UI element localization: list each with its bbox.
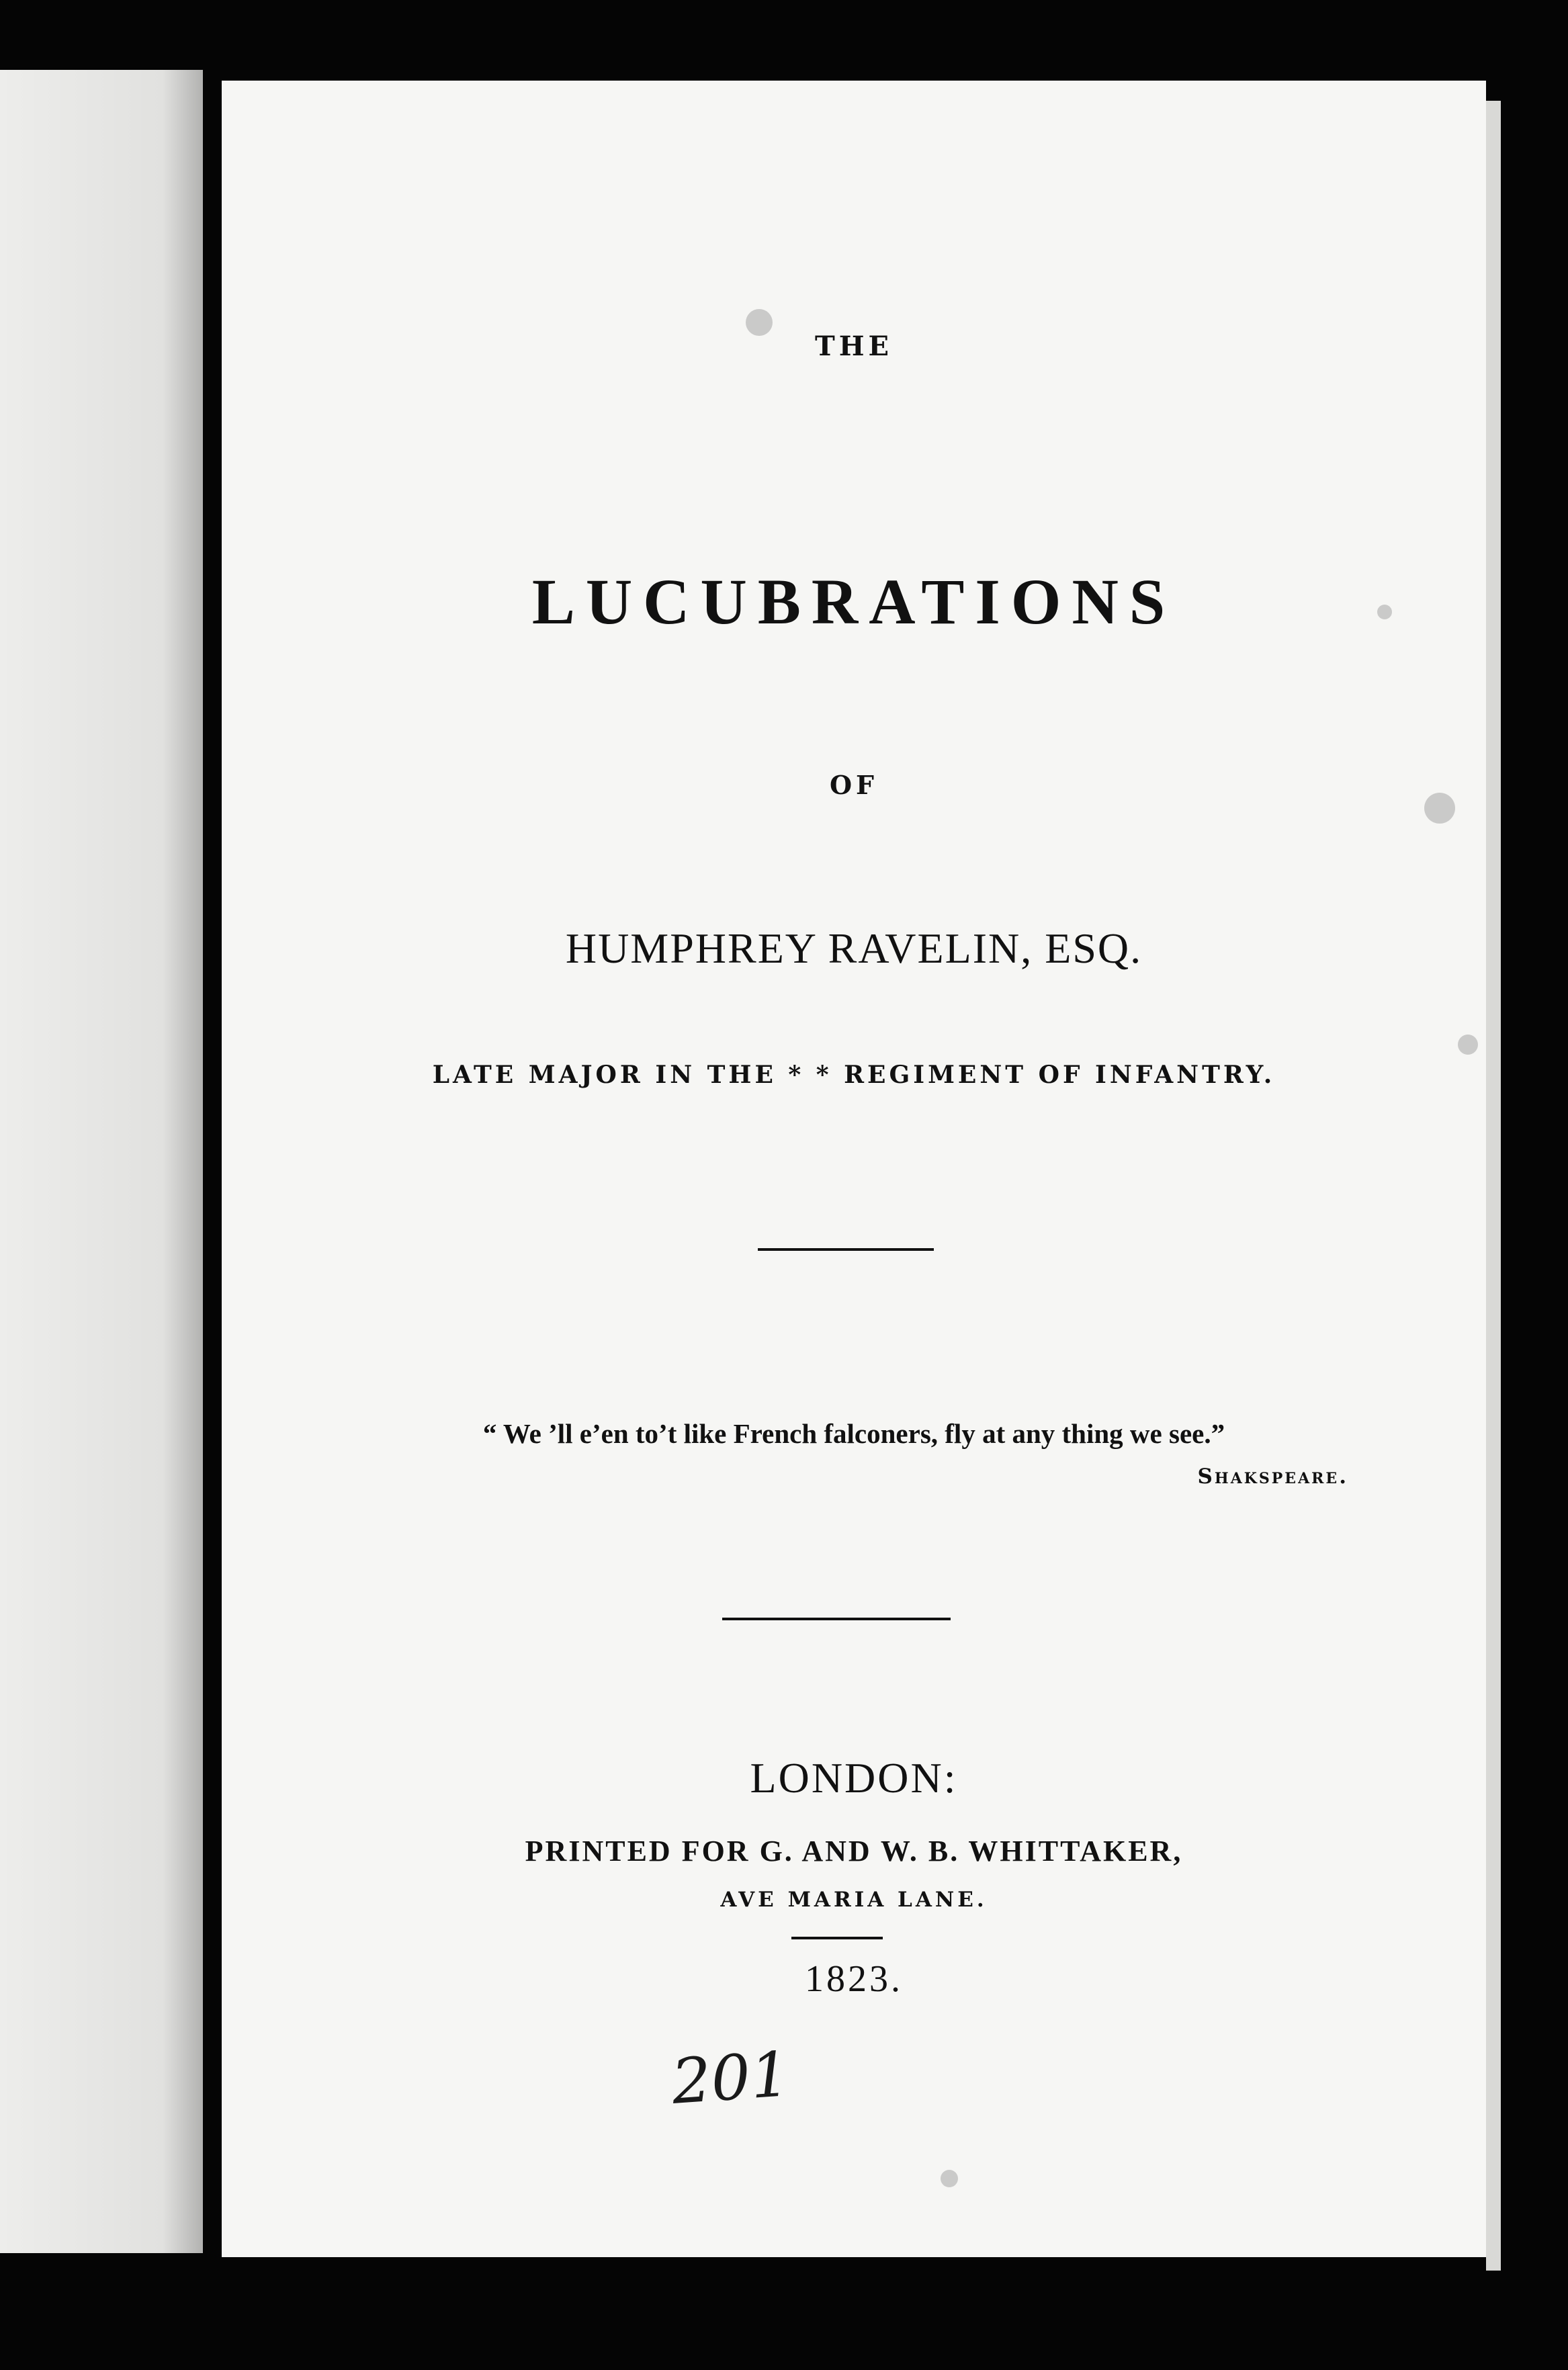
paper-speck (1458, 1035, 1478, 1055)
author-name: HUMPHREY RAVELIN, ESQ. (565, 924, 1143, 972)
paper-speck (1377, 605, 1392, 619)
title-preposition: OF (829, 770, 879, 800)
divider-rule (791, 1937, 883, 1939)
imprint-printer: PRINTED FOR G. AND W. B. WHITTAKER, (525, 1835, 1183, 1868)
paper-speck (746, 309, 773, 336)
imprint-address: AVE MARIA LANE. (720, 1888, 988, 1912)
book-title: LUCUBRATIONS (531, 566, 1176, 638)
divider-rule (758, 1248, 934, 1251)
epigraph: “ We ’ll e’en to’t like French falconers, fly at any thing we see.” (482, 1418, 1225, 1449)
paper-speck (1424, 793, 1455, 824)
author-rank: LATE MAJOR IN THE * * REGIMENT OF INFANTRY. (432, 1061, 1276, 1089)
title-article: THE (814, 331, 894, 362)
title-page (222, 81, 1486, 2257)
paper-speck (941, 2170, 958, 2187)
page-edge (1486, 101, 1501, 2271)
epigraph-attribution: Shakspeare. (1197, 1464, 1348, 1489)
handwritten-note: 201 (669, 2038, 793, 2118)
facing-page-shadow (0, 70, 203, 2253)
divider-rule (722, 1618, 951, 1620)
imprint-year: 1823. (805, 1958, 903, 2000)
imprint-place: LONDON: (750, 1754, 958, 1802)
